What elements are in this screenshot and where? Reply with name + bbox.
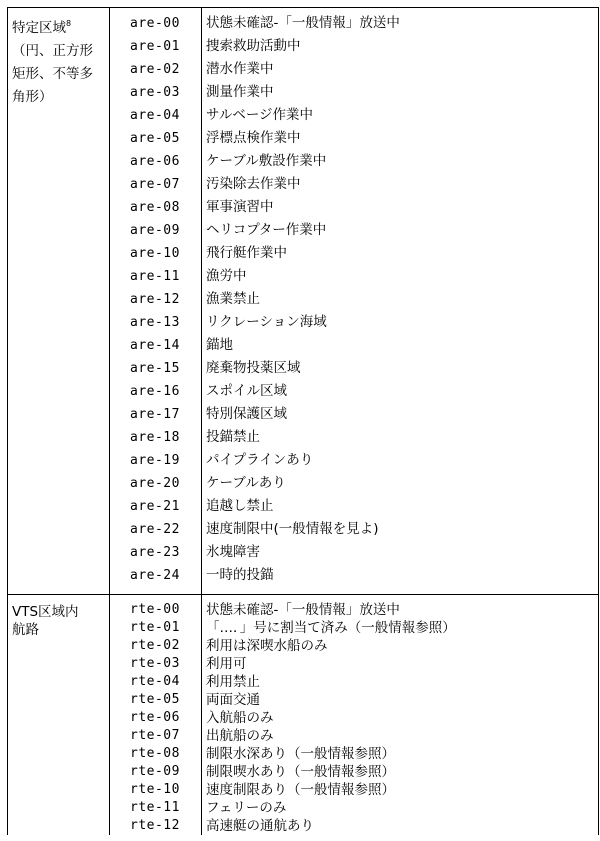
status-code: rte-02: [130, 638, 180, 653]
status-description: 制限水深あり（一般情報参照）: [206, 746, 395, 762]
status-description: 入航船のみ: [206, 710, 274, 726]
status-description: 速度制限中(一般情報を見よ): [206, 521, 379, 537]
description-column-cell: [202, 595, 599, 836]
status-description: 制限喫水あり（一般情報参照）: [206, 764, 395, 780]
status-code: are-04: [130, 108, 180, 123]
status-description: 浮標点検作業中: [206, 130, 301, 146]
status-code: are-09: [130, 223, 180, 238]
status-description: 利用は深喫水船のみ: [206, 638, 328, 654]
status-code: are-08: [130, 200, 180, 215]
status-code: rte-05: [130, 692, 180, 707]
status-code: are-19: [130, 453, 180, 468]
status-description: 「…．」号に割当て済み（一般情報参照）: [206, 620, 456, 636]
status-description: 高速艇の通航あり: [206, 818, 314, 834]
status-code: are-22: [130, 522, 180, 537]
status-description: 両面交通: [206, 692, 260, 708]
status-description: 速度制限あり（一般情報参照）: [206, 782, 395, 798]
status-code: rte-04: [130, 674, 180, 689]
status-description: ケーブルあり: [206, 475, 286, 491]
status-description: 追越し禁止: [206, 498, 274, 514]
status-description: パイプラインあり: [206, 452, 314, 468]
status-description: 漁業禁止: [206, 291, 260, 307]
status-description: スポイル区域: [206, 383, 287, 399]
status-code: are-16: [130, 384, 180, 399]
status-code: rte-08: [130, 746, 180, 761]
status-code: are-00: [130, 16, 180, 31]
category-line: （円、正方形: [12, 43, 93, 59]
status-code: are-11: [130, 269, 180, 284]
status-description: 測量作業中: [206, 84, 274, 100]
status-code: are-17: [130, 407, 180, 422]
section-row: [8, 595, 599, 836]
status-code: are-18: [130, 430, 180, 445]
status-description: 錨地: [206, 337, 233, 353]
status-code: are-05: [130, 131, 180, 146]
status-code: are-13: [130, 315, 180, 330]
status-description: 潜水作業中: [206, 61, 274, 77]
code-table-frame: [7, 7, 598, 841]
status-description: 特別保護区域: [206, 406, 287, 422]
status-description: 廃棄物投薬区域: [206, 360, 301, 376]
category-line: 航路: [12, 622, 39, 638]
status-description: 出航船のみ: [206, 728, 274, 744]
status-code: rte-11: [130, 800, 180, 815]
status-description: サルベージ作業中: [206, 107, 314, 123]
status-description: 汚染除去作業中: [206, 176, 301, 192]
status-description: 投錨禁止: [206, 429, 260, 445]
category-line: 角形）: [12, 89, 53, 105]
status-description: 飛行艇作業中: [206, 245, 287, 261]
status-description: 利用可: [206, 656, 247, 672]
status-description: フェリーのみ: [206, 800, 287, 816]
footnote-marker: 8: [66, 19, 72, 28]
status-description: ヘリコプター作業中: [206, 222, 327, 238]
status-code: rte-00: [130, 602, 180, 617]
status-code: are-10: [130, 246, 180, 261]
status-code: rte-01: [130, 620, 180, 635]
status-code: are-24: [130, 568, 180, 583]
status-code: are-23: [130, 545, 180, 560]
category-line: 矩形、不等多: [12, 66, 93, 82]
status-description: ケーブル敷設作業中: [206, 153, 327, 169]
category-line: VTS区域内: [12, 604, 79, 620]
category-cell: [8, 595, 110, 836]
status-code: are-06: [130, 154, 180, 169]
status-description: 状態未確認-「一般情報」放送中: [206, 602, 400, 618]
status-description: 利用禁止: [206, 674, 260, 690]
section-row: [8, 8, 599, 595]
status-code: are-20: [130, 476, 180, 491]
description-column-cell: [202, 8, 599, 595]
status-code: rte-12: [130, 818, 180, 833]
code-column-cell: [110, 595, 202, 836]
category-cell: [8, 8, 110, 595]
status-code: are-15: [130, 361, 180, 376]
status-code: are-21: [130, 499, 180, 514]
status-code: rte-10: [130, 782, 180, 797]
status-code: rte-06: [130, 710, 180, 725]
status-description: 一時的投錨: [206, 567, 274, 583]
status-code: rte-07: [130, 728, 180, 743]
status-code: are-02: [130, 62, 180, 77]
status-description: 捜索救助活動中: [206, 38, 301, 54]
status-code: rte-09: [130, 764, 180, 779]
status-code: are-07: [130, 177, 180, 192]
status-description: 状態未確認-「一般情報」放送中: [206, 15, 400, 31]
status-description: 軍事演習中: [206, 199, 274, 215]
category-line: 特定区域$^8$: [12, 19, 72, 36]
status-code: are-12: [130, 292, 180, 307]
status-description: 漁労中: [206, 268, 247, 284]
status-description: リクレーション海域: [206, 314, 327, 330]
status-description: 氷塊障害: [206, 544, 260, 560]
status-code: are-01: [130, 39, 180, 54]
status-code-table: [7, 7, 599, 835]
code-column-cell: [110, 8, 202, 595]
status-code: rte-03: [130, 656, 180, 671]
status-code: are-03: [130, 85, 180, 100]
status-code: are-14: [130, 338, 180, 353]
